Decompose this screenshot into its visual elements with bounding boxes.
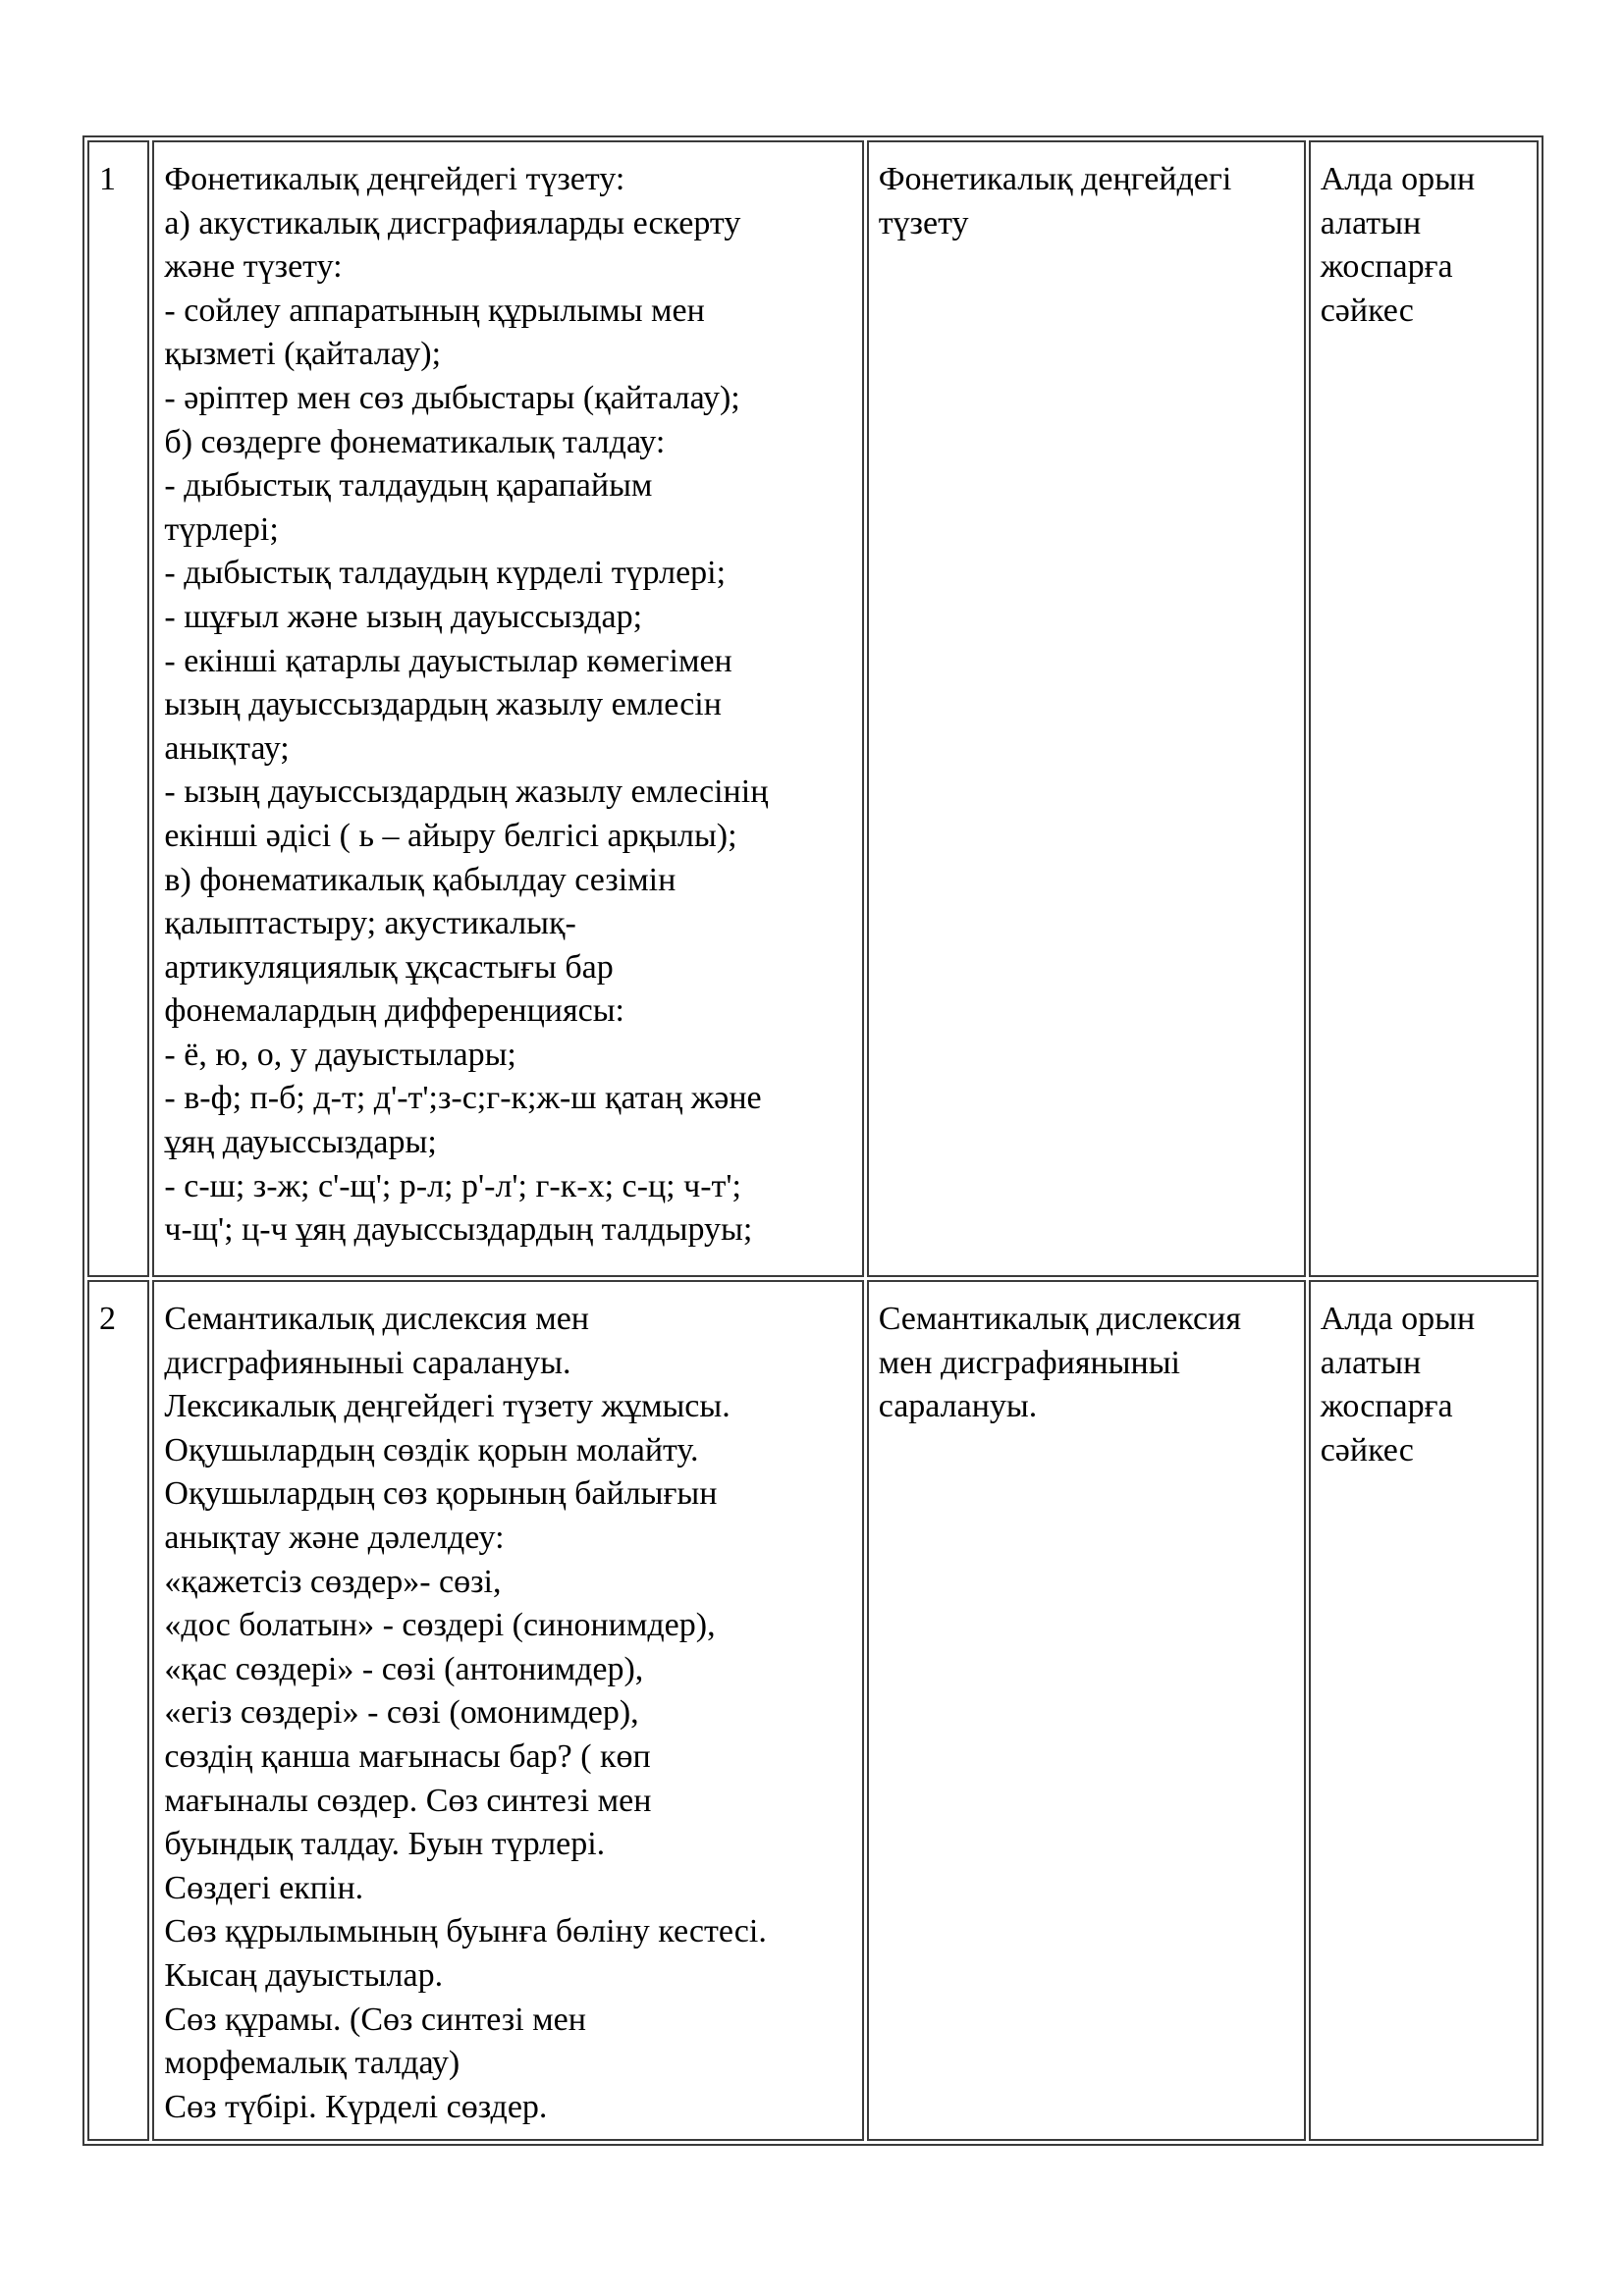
cell-text-line: - шұғыл және ызың дауыссыздар; bbox=[164, 598, 643, 635]
cell-text-line: Алда орын bbox=[1320, 161, 1476, 197]
cell-text-line: қызметі (қайталау); bbox=[164, 336, 442, 373]
cell-text-line: «қас сөздері» - сөзі (антонимдер), bbox=[164, 1650, 644, 1687]
cell-text-line: сәйкес bbox=[1320, 1431, 1414, 1468]
cell-text-line: - в-ф; п-б; д-т; д'-т';з-с;г-к;ж-ш қатаң және bbox=[164, 1080, 762, 1117]
cell-text-line: «егіз сөздері» - сөзі (омонимдер), bbox=[164, 1694, 639, 1732]
cell-text-line: морфемалық талдау) bbox=[164, 2045, 460, 2082]
cell-text-line: жоспарға bbox=[1320, 1388, 1453, 1425]
cell-text-line: ұяң дауыссыздары; bbox=[164, 1124, 437, 1161]
cell-text-line: Оқушылардың сөз қорының байлығын bbox=[164, 1475, 718, 1513]
cell-text-line: мен дисграфияныныі bbox=[878, 1344, 1180, 1381]
cell-text-line: - дыбыстық талдаудың қарапайым bbox=[164, 467, 653, 505]
cell-text-line: - ё, ю, о, у дауыстылары; bbox=[164, 1036, 516, 1073]
row-number: 1 bbox=[99, 161, 116, 197]
row-number: 2 bbox=[99, 1301, 116, 1337]
cell-text-line: ызың дауыссыздардың жазылу емлесін bbox=[164, 686, 722, 723]
cell-text-line: дисграфияныныі саралануы. bbox=[164, 1344, 571, 1381]
cell-text-line: Сөз құрамы. (Сөз синтезі мен bbox=[164, 2001, 586, 2038]
cell-text-line: Лексикалық деңгейдегі түзету жұмысы. bbox=[164, 1388, 731, 1425]
cell-text-line: саралануы. bbox=[878, 1388, 1038, 1425]
date-cell bbox=[1309, 140, 1539, 1277]
cell-text-line: «дос болатын» - сөздері (синонимдер), bbox=[164, 1607, 716, 1644]
cell-text-line: Кысаң дауыстылар. bbox=[164, 1956, 444, 1994]
cell-text-line: - екінші қатарлы дауыстылар көмегімен bbox=[164, 642, 732, 679]
cell-text-line: қалыптастыру; акустикалық- bbox=[164, 905, 576, 942]
cell-text-line: және түзету: bbox=[164, 248, 343, 286]
cell-text-line: Сөз түбірі. Күрделі сөздер. bbox=[164, 2088, 548, 2125]
cell-text-line: түрлері; bbox=[164, 510, 279, 548]
cell-text-line: Фонетикалық деңгейдегі түзету: bbox=[164, 161, 625, 197]
cell-text-line: фонемалардың дифференциясы: bbox=[164, 992, 625, 1030]
cell-text-line: б) сөздерге фонематикалық талдау: bbox=[164, 423, 666, 460]
cell-text-line: алатын bbox=[1320, 1344, 1422, 1381]
content-cell bbox=[152, 140, 863, 1277]
row-number-cell bbox=[87, 140, 149, 1277]
cell-text-line: Семантикалық дислексия мен bbox=[164, 1301, 589, 1337]
table-row bbox=[87, 140, 1539, 1277]
cell-text-line: Оқушылардың сөздік қорын молайту. bbox=[164, 1431, 699, 1468]
cell-text-line: анықтау және дәлелдеу: bbox=[164, 1519, 505, 1556]
cell-text-line: Сөз құрылымының буынға бөліну кестесі. bbox=[164, 1913, 767, 1950]
date-cell bbox=[1309, 1280, 1539, 2141]
cell-text-line: жоспарға bbox=[1320, 248, 1453, 286]
cell-text-line: «қажетсіз сөздер»- сөзі, bbox=[164, 1563, 502, 1600]
cell-text-line: артикуляциялық ұқсастығы бар bbox=[164, 948, 614, 986]
cell-text-line: в) фонематикалық қабылдау сезімін bbox=[164, 861, 677, 898]
cell-text-line: - ызың дауыссыздардың жазылу емлесінің bbox=[164, 774, 769, 811]
cell-text-line: - дыбыстық талдаудың күрделі түрлері; bbox=[164, 555, 727, 592]
cell-text-line: Семантикалық дислексия bbox=[878, 1301, 1241, 1337]
cell-text-line: Фонетикалық деңгейдегі bbox=[878, 161, 1232, 197]
plan-table bbox=[82, 135, 1543, 2146]
cell-text-line: екінші әдісі ( ь – айыру белгісі арқылы); bbox=[164, 817, 737, 854]
cell-text-line: - әріптер мен сөз дыбыстары (қайталау); bbox=[164, 379, 740, 416]
cell-text-line: Сөздегі екпін. bbox=[164, 1869, 364, 1906]
cell-text-line: алатын bbox=[1320, 204, 1422, 241]
cell-text-line: түзету bbox=[878, 204, 969, 241]
cell-text-line: мағыналы сөздер. Сөз синтезі мен bbox=[164, 1782, 652, 1819]
cell-text-line: а) акустикалық дисграфияларды ескерту bbox=[164, 204, 741, 241]
row-number-cell bbox=[87, 1280, 149, 2141]
cell-text-line: сәйкес bbox=[1320, 292, 1414, 329]
content-cell bbox=[152, 1280, 863, 2141]
cell-text-line: - сойлеу аппаратының құрылымы мен bbox=[164, 292, 705, 329]
cell-text-line: анықтау; bbox=[164, 729, 290, 767]
cell-text-line: - с-ш; з-ж; с'-щ'; р-л; р'-л'; г-к-х; с-ц; ч-т'; bbox=[164, 1167, 741, 1204]
cell-text-line: Алда орын bbox=[1320, 1301, 1476, 1337]
plan-table-body bbox=[87, 140, 1539, 2141]
table-row bbox=[87, 1280, 1539, 2141]
topic-cell bbox=[867, 140, 1306, 1277]
cell-text-line: сөздің қанша мағынасы бар? ( көп bbox=[164, 1737, 651, 1775]
topic-cell bbox=[867, 1280, 1306, 2141]
cell-text-line: ч-щ'; ц-ч ұяң дауыссыздардың талдыруы; bbox=[164, 1211, 753, 1249]
cell-text-line: буындық талдау. Буын түрлері. bbox=[164, 1826, 606, 1863]
